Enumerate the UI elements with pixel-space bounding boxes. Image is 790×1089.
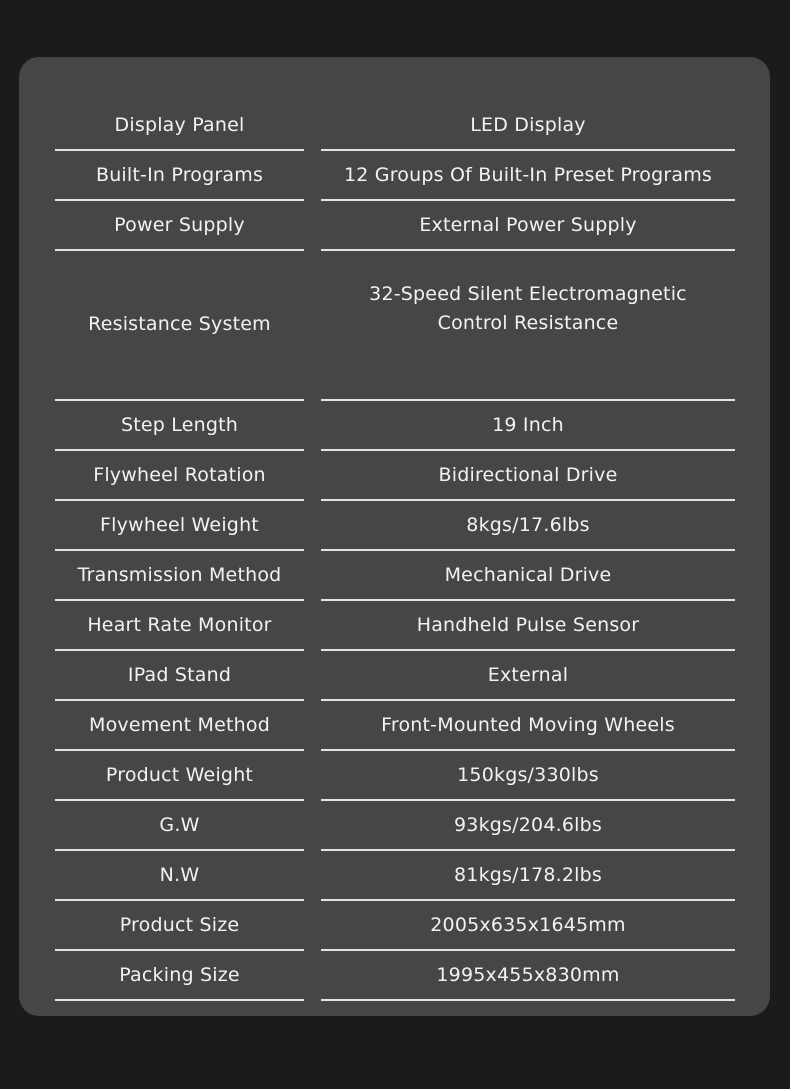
spec-row-heart-rate-monitor bbox=[55, 601, 735, 651]
spec-value: 81kgs/178.2lbs bbox=[321, 851, 735, 901]
spec-label: Movement Method bbox=[55, 701, 304, 751]
spec-row-power-supply bbox=[55, 201, 735, 251]
spec-row-gross-weight bbox=[55, 801, 735, 851]
spec-label: Flywheel Rotation bbox=[55, 451, 304, 501]
spec-row-movement-method bbox=[55, 701, 735, 751]
spec-value: Mechanical Drive bbox=[321, 551, 735, 601]
spec-label: IPad Stand bbox=[55, 651, 304, 701]
spec-value: 8kgs/17.6lbs bbox=[321, 501, 735, 551]
spec-label: Flywheel Weight bbox=[55, 501, 304, 551]
spec-value: 1995x455x830mm bbox=[321, 951, 735, 1001]
spec-value: Bidirectional Drive bbox=[321, 451, 735, 501]
spec-label: N.W bbox=[55, 851, 304, 901]
spec-label: Packing Size bbox=[55, 951, 304, 1001]
spec-label: Transmission Method bbox=[55, 551, 304, 601]
spec-row-ipad-stand bbox=[55, 651, 735, 701]
spec-value: 12 Groups Of Built-In Preset Programs bbox=[321, 151, 735, 201]
spec-label: Product Size bbox=[55, 901, 304, 951]
spec-value: External Power Supply bbox=[321, 201, 735, 251]
spec-value: 150kgs/330lbs bbox=[321, 751, 735, 801]
spec-value: 19 Inch bbox=[321, 401, 735, 451]
spec-row-flywheel-weight bbox=[55, 501, 735, 551]
spec-value: External bbox=[321, 651, 735, 701]
spec-label: Heart Rate Monitor bbox=[55, 601, 304, 651]
spec-row-net-weight bbox=[55, 851, 735, 901]
spec-table bbox=[55, 101, 735, 1001]
spec-value: 93kgs/204.6lbs bbox=[321, 801, 735, 851]
spec-label: Display Panel bbox=[55, 101, 304, 151]
spec-label: Power Supply bbox=[55, 201, 304, 251]
spec-value-text: 32-Speed Silent Electromagnetic Control Resistance bbox=[369, 282, 687, 334]
spec-value: Handheld Pulse Sensor bbox=[321, 601, 735, 651]
spec-row-built-in-programs bbox=[55, 151, 735, 201]
spec-label: Built-In Programs bbox=[55, 151, 304, 201]
spec-label: Resistance System bbox=[55, 251, 304, 401]
spec-row-packing-size bbox=[55, 951, 735, 1001]
spec-value: Front-Mounted Moving Wheels bbox=[321, 701, 735, 751]
spec-value: 2005x635x1645mm bbox=[321, 901, 735, 951]
spec-row-flywheel-rotation bbox=[55, 451, 735, 501]
spec-label: Step Length bbox=[55, 401, 304, 451]
spec-row-step-length bbox=[55, 401, 735, 451]
spec-row-display-panel bbox=[55, 101, 735, 151]
spec-row-resistance-system bbox=[55, 251, 735, 401]
spec-row-transmission-method bbox=[55, 551, 735, 601]
spec-value: LED Display bbox=[321, 101, 735, 151]
spec-label: Product Weight bbox=[55, 751, 304, 801]
spec-value bbox=[321, 251, 735, 401]
spec-row-product-size bbox=[55, 901, 735, 951]
spec-label: G.W bbox=[55, 801, 304, 851]
spec-row-product-weight bbox=[55, 751, 735, 801]
